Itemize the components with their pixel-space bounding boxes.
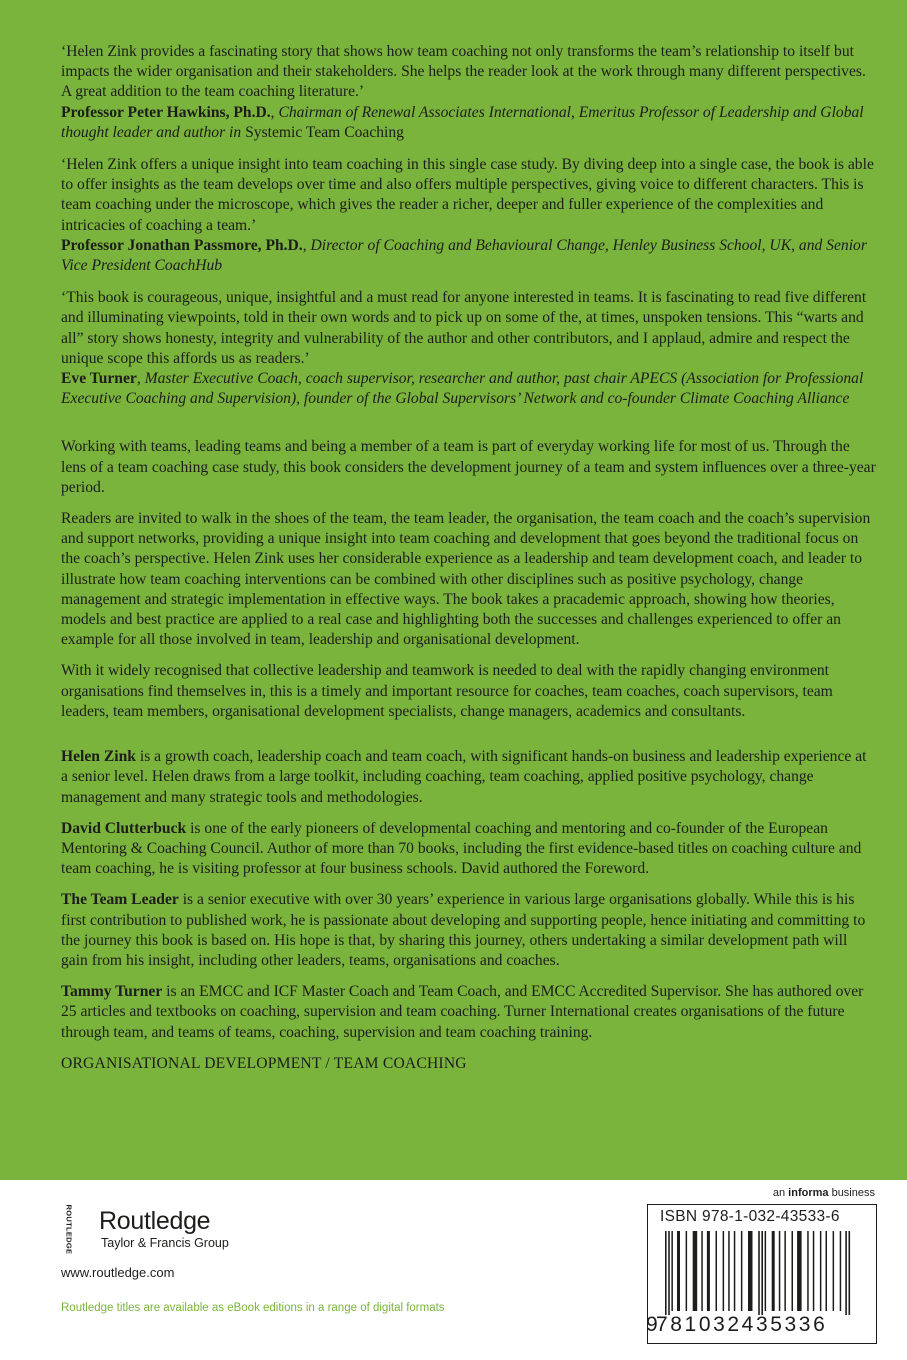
bio-helen-zink: [61, 747, 877, 808]
barcode-bar: [707, 1231, 710, 1311]
barcode-bar: [761, 1231, 763, 1315]
barcode-bar: [693, 1231, 698, 1311]
isbn-barcode-box: [647, 1204, 877, 1344]
barcode-bar: [840, 1231, 842, 1311]
barcode-bar: [833, 1231, 835, 1311]
blurb-turner: [61, 288, 877, 409]
barcode-bar: [758, 1231, 760, 1315]
publisher-group: Taylor & Francis Group: [101, 1236, 229, 1250]
blurb-author: Eve Turner: [61, 370, 137, 388]
barcode-bar: [723, 1231, 725, 1311]
blurb-role: Master Executive Coach, coach supervisor, researcher and author, past chair APECS (Association for Professional Executive Coaching and Supervision), founder of the Global Supervisors’ Network and co-founder Climate Coaching Alliance: [61, 370, 864, 408]
barcode-bar: [820, 1231, 822, 1311]
barcode-bar: [807, 1231, 809, 1311]
barcode-bar: [792, 1231, 794, 1311]
blurb-attribution: Professor Jonathan Passmore, Ph.D., Director of Coaching and Behavioural Change, Henley Business School, UK, and Senior Vice President CoachHub: [61, 236, 867, 275]
barcode-bar: [826, 1231, 828, 1311]
barcode-bar: [797, 1231, 802, 1311]
blurb-quote: ‘This book is courageous, unique, insightful and a must read for anyone interested in teams. It is fascinating to read five different and illuminating viewpoints, told in their own words and to pick up on some of the, at times, unspoken tensions. This “warts and all” story shows honesty, integrity and vulnerability of the author and other contributors, and I applaud, admire and respect the unique scope this affords us as readers.’: [61, 289, 867, 367]
bio-team-leader: [61, 890, 877, 971]
bio-text: is a senior executive with over 30 years’ experience in various large organisations globally. While this is his first contribution to published work, he is passionate about developing and supporting people, hence initiating and committing to the journey this book is based on. His hope is that, by sharing this journey, others undertaking a similar development path will gain from his insight, including other leaders, teams, organisations and coaches.: [61, 891, 866, 969]
barcode-bar: [765, 1231, 767, 1311]
blurb-quote: ‘Helen Zink offers a unique insight into team coaching in this single case study. By diving deep into a single case, the book is able to offer insights as the team develops over time and also offers multiple perspectives, giving voice to different characters. This is team coaching under the microscope, which gives the reader a richer, deeper and fuller experience of the complexities and intricacies of coaching a team.’: [61, 156, 874, 234]
subject-category: ORGANISATIONAL DEVELOPMENT / TEAM COACHING: [61, 1054, 467, 1072]
blurb-role: Director of Coaching and Behavioural Change, Henley Business School, UK, and Senior Vice President CoachHub: [61, 236, 867, 275]
barcode-bar: [668, 1231, 670, 1315]
barcode-lead-digit: 9: [646, 1313, 658, 1336]
informa-word: informa: [788, 1187, 829, 1199]
bio-tammy-turner: [61, 982, 877, 1043]
informa-suffix: business: [828, 1187, 875, 1199]
bio-text: is a growth coach, leadership coach and team coach, with significant hands-on business and leadership experience at a senior level. Helen draws from a large toolkit, including coaching, team coaching, applied positive psychology, change management and many strategic tools and methodologies.: [61, 748, 867, 806]
barcode-bar: [741, 1231, 743, 1311]
footer: [0, 1180, 907, 1360]
bio-text: is an EMCC and ICF Master Coach and Team Coach, and EMCC Accredited Supervisor. She has authored over 25 articles and textbooks on coaching, supervision and team coaching. Turner International creates organisations of the future through team, and teams of teams, coaching, supervision and team coaching training.: [61, 983, 864, 1041]
bio-name: The Team Leader: [61, 891, 179, 909]
blurb-attribution: Professor Peter Hawkins, Ph.D., Chairman of Renewal Associates International, Emeritus Professor of Leadership and Global thought leader and author in Systemic Team Coaching: [61, 103, 864, 141]
informa-prefix: an: [772, 1187, 789, 1199]
publisher-website[interactable]: www.routledge.com: [61, 1265, 175, 1280]
barcode-bar: [686, 1231, 688, 1311]
barcode-bar: [779, 1231, 781, 1311]
bio-david-clutterbuck: [61, 819, 877, 880]
blurb-passmore: [61, 155, 877, 276]
blurb-author: Professor Jonathan Passmore, Ph.D.: [61, 236, 303, 254]
ebook-note: Routledge titles are available as eBook editions in a range of digital formats: [61, 1302, 445, 1314]
barcode-bar: [784, 1231, 786, 1311]
routledge-vertical-text: ROUTLEDGE: [64, 1204, 74, 1255]
barcode-digits: 781032435336: [656, 1313, 828, 1336]
barcode-bar: [716, 1231, 718, 1311]
barcode-bar: [701, 1231, 703, 1311]
barcode-bar: [845, 1231, 847, 1315]
barcode-bar: [665, 1231, 667, 1315]
blurb-author: Professor Peter Hawkins, Ph.D.: [61, 103, 271, 121]
publisher-name: Routledge: [99, 1207, 211, 1235]
back-cover-text: [61, 42, 877, 1074]
bio-name: David Clutterbuck: [61, 819, 187, 837]
blurb-role-tail: Systemic Team Coaching: [241, 123, 404, 141]
blurb-attribution: Eve Turner, Master Executive Coach, coach supervisor, researcher and author, past chair APECS (Association for Professional Executive Coaching and Supervision), founder of the Global Supervisors’ Network and co-founder Climate Coaching Alliance: [61, 370, 864, 408]
barcode-icon: [659, 1231, 865, 1319]
informa-tagline: [773, 1187, 875, 1199]
barcode-bar: [734, 1231, 736, 1311]
barcode-bar: [772, 1231, 775, 1311]
routledge-vertical-mark: [61, 1204, 75, 1255]
barcode-bar: [677, 1231, 680, 1311]
blurb-role: Chairman of Renewal Associates International, Emeritus Professor of Leadership and Global thought leader and author in: [61, 103, 864, 141]
bio-name: Tammy Turner: [61, 983, 163, 1001]
blurb-quote: ‘Helen Zink provides a fascinating story that shows how team coaching not only transforms the team’s relationship to itself but impacts the wider organisation and their stakeholders. She helps the reader look at the work through many different perspectives. A great addition to the team coaching literature.’: [61, 43, 866, 101]
routledge-logo: [61, 1204, 261, 1255]
barcode-bar: [671, 1231, 673, 1311]
bio-text: is one of the early pioneers of developmental coaching and mentoring and co-founder of the European Mentoring & Coaching Council. Author of more than 70 books, including the first evidence-based titles on coaching culture and team coaching, he is visiting professor at four business schools. David authored the Foreword.: [61, 819, 862, 878]
description-paragraph: With it widely recognised that collective leadership and teamwork is needed to deal with the rapidly changing environment organisations find themselves in, this is a timely and important resource for coaches, team coaches, coach supervisors, team leaders, team members, organisational development specialists, change managers, academics and consultants.: [61, 662, 833, 720]
barcode-bar: [849, 1231, 851, 1315]
description-paragraph: Readers are invited to walk in the shoes of the team, the team leader, the organisation, the team coach and the coach’s supervision and support networks, providing a unique insight into team coaching and development that goes beyond the traditional focus on the coach’s perspective. Helen Zink uses her considerable experience as a leadership and team development coach, and leader to illustrate how team coaching interventions can be combined with other disciplines such as positive psychology, change management and strategic implementation in effective ways. The book takes a pracademic approach, showing how theories, models and best practice are applied to a real case and highlighting both the successes and challenges experienced to offer an example for all those involved in team, leadership and organisational development.: [61, 510, 871, 649]
blurb-hawkins: [61, 42, 877, 143]
barcode-bar: [728, 1231, 730, 1311]
isbn-label: ISBN 978-1-032-43533-6: [660, 1208, 840, 1225]
bio-name: Helen Zink: [61, 748, 136, 766]
barcode-bar: [748, 1231, 753, 1311]
barcode-bar: [813, 1231, 815, 1311]
description-paragraph: Working with teams, leading teams and being a member of a team is part of everyday working life for most of us. Through the lens of a team coaching case study, this book considers the development journey of a team and system influences over a three-year period.: [61, 438, 876, 496]
